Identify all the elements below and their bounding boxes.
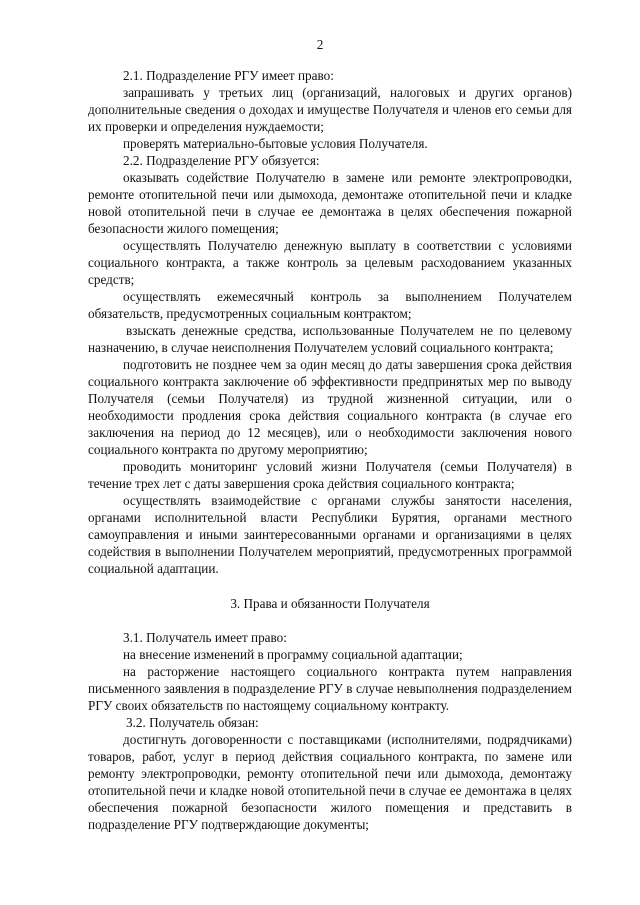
section-spacer	[88, 612, 572, 629]
section-3-heading: 3. Права и обязанности Получателя	[230, 596, 430, 611]
paragraph-monthly-control: осуществлять ежемесячный контроль за выполнением Получателем обязательств, предусмотренных социальным контрактом;	[88, 289, 572, 321]
paragraph-amend-program: на внесение изменений в программу социальной адаптации;	[123, 647, 463, 662]
section-spacer	[88, 577, 572, 595]
paragraph-3-1-title: 3.1. Получатель имеет право:	[123, 630, 287, 645]
paragraph-request-info: запрашивать у третьих лиц (организаций, налоговых и других органов) дополнительные сведения о доходах и имуществе Получателя и членов его семьи для их проверки и определения нуждаемости;	[88, 85, 572, 134]
paragraph-3-2-title: 3.2. Получатель обязан:	[126, 715, 259, 730]
paragraph-prepare-conclusion: подготовить не позднее чем за один месяц до даты завершения срока действия социального контракта заключение об эффективности предпринятых мер по выводу Получателя (семьи Получателя) из трудной жизненной ситуации, или о необходимости продления срока действия социального контракта (в случае его заключения на период до 12 месяцев), или о необходимости заключения нового социального контракта по другому мероприятию;	[88, 357, 572, 457]
paragraph-reach-agreement: достигнуть договоренности с поставщиками (исполнителями, подрядчиками) товаров, работ, услуг в период действия социального контракта, по замене или ремонту электропроводки, ремонту отопительной печи или дымохода, демонтажу отопительной печи и кладке новой отопительной печи в случае ее демонтажа в целях обеспечения пожарной безопасности жилого помещения и представить в подразделение РГУ подтверждающие документы;	[88, 732, 572, 832]
paragraph-cash-payment: осуществлять Получателю денежную выплату в соответствии с условиями социального контракта, а также контроль за целевым расходованием указанных средств;	[88, 238, 572, 287]
paragraph-terminate-contract: на расторжение настоящего социального контракта путем направления письменного заявления в подразделение РГУ в случае невыполнения подразделением РГУ своих обязательств по настоящему социальному контракту.	[88, 664, 572, 713]
document-body	[88, 67, 572, 833]
paragraph-2-2-title: 2.2. Подразделение РГУ обязуется:	[123, 153, 320, 168]
paragraph-check-conditions: проверять материально-бытовые условия Получателя.	[123, 136, 428, 151]
page-number: 2	[316, 37, 324, 52]
paragraph-monitoring: проводить мониторинг условий жизни Получателя (семьи Получателя) в течение трех лет с даты завершения срока действия социального контракта;	[88, 459, 572, 491]
paragraph-cooperation: осуществлять взаимодействие с органами службы занятости населения, органами исполнительной власти Республики Бурятия, органами местного самоуправления и иными заинтересованными органами и организациями в целях содействия в выполнении Получателем мероприятий, предусмотренных программой социальной адаптации.	[88, 493, 572, 576]
paragraph-assist-repair: оказывать содействие Получателю в замене или ремонте электропроводки, ремонте отопительной печи или дымохода, демонтаже отопительной печи и кладке новой отопительной печи в случае ее демонтажа в целях обеспечения пожарной безопасности жилого помещения;	[88, 170, 572, 236]
paragraph-2-1-title: 2.1. Подразделение РГУ имеет право:	[123, 68, 334, 83]
paragraph-recover-funds: взыскать денежные средства, использованные Получателем не по целевому назначению, в случае неисполнения Получателем условий социального контракта;	[88, 323, 572, 355]
